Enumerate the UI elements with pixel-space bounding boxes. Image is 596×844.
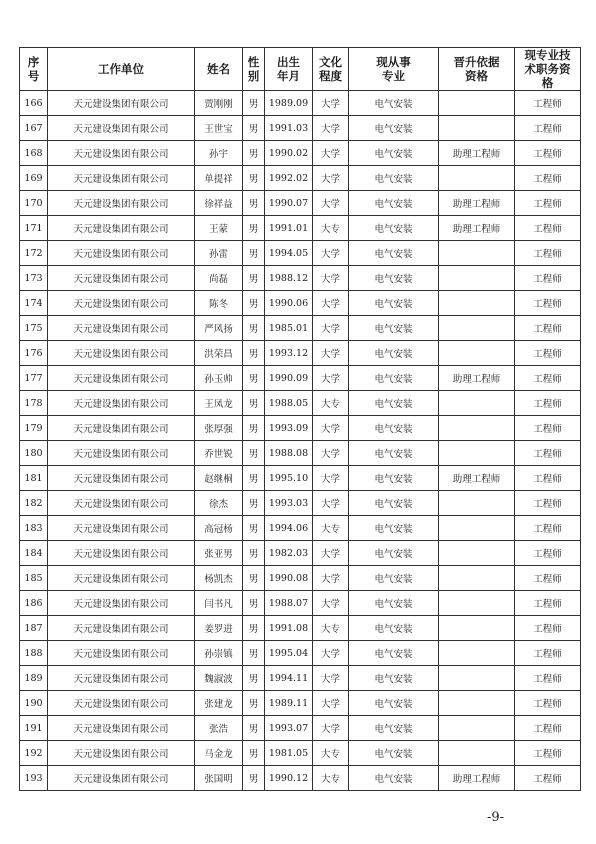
cell-major: 电气安装 <box>349 616 439 641</box>
cell-edu: 大学 <box>313 291 349 316</box>
cell-gender: 男 <box>243 416 265 441</box>
cell-promo <box>439 516 515 541</box>
cell-promo: 助理工程师 <box>439 141 515 166</box>
cell-major: 电气安装 <box>349 666 439 691</box>
cell-seq: 184 <box>20 541 48 566</box>
cell-birth: 1993.09 <box>265 416 313 441</box>
cell-gender: 男 <box>243 616 265 641</box>
header-promo: 晋升依据资格 <box>439 48 515 91</box>
cell-unit: 天元建设集团有限公司 <box>48 766 195 791</box>
cell-title: 工程师 <box>515 141 581 166</box>
header-birth: 出生年月 <box>265 48 313 91</box>
cell-title: 工程师 <box>515 116 581 141</box>
cell-birth: 1990.08 <box>265 566 313 591</box>
cell-unit: 天元建设集团有限公司 <box>48 316 195 341</box>
cell-edu: 大学 <box>313 416 349 441</box>
cell-major: 电气安装 <box>349 641 439 666</box>
table-row <box>20 91 581 116</box>
table-row <box>20 141 581 166</box>
cell-seq: 189 <box>20 666 48 691</box>
table-row <box>20 541 581 566</box>
table-row <box>20 491 581 516</box>
cell-title: 工程师 <box>515 266 581 291</box>
header-gender: 性别 <box>243 48 265 91</box>
cell-edu: 大学 <box>313 566 349 591</box>
cell-promo <box>439 166 515 191</box>
cell-title: 工程师 <box>515 216 581 241</box>
cell-name: 严风扬 <box>195 316 243 341</box>
cell-birth: 1988.05 <box>265 391 313 416</box>
cell-gender: 男 <box>243 141 265 166</box>
cell-name: 张厚强 <box>195 416 243 441</box>
cell-title: 工程师 <box>515 741 581 766</box>
cell-name: 陈冬 <box>195 291 243 316</box>
cell-gender: 男 <box>243 466 265 491</box>
cell-unit: 天元建设集团有限公司 <box>48 591 195 616</box>
cell-edu: 大学 <box>313 666 349 691</box>
table-row <box>20 116 581 141</box>
table-row <box>20 391 581 416</box>
table-row <box>20 766 581 791</box>
cell-seq: 185 <box>20 566 48 591</box>
cell-major: 电气安装 <box>349 216 439 241</box>
cell-title: 工程师 <box>515 541 581 566</box>
header-seq: 序号 <box>20 48 48 91</box>
cell-major: 电气安装 <box>349 241 439 266</box>
cell-name: 杨凯杰 <box>195 566 243 591</box>
cell-gender: 男 <box>243 691 265 716</box>
cell-gender: 男 <box>243 341 265 366</box>
cell-major: 电气安装 <box>349 691 439 716</box>
table-row <box>20 166 581 191</box>
cell-major: 电气安装 <box>349 141 439 166</box>
cell-seq: 183 <box>20 516 48 541</box>
cell-name: 张国明 <box>195 766 243 791</box>
cell-gender: 男 <box>243 591 265 616</box>
cell-edu: 大专 <box>313 516 349 541</box>
header-name: 姓名 <box>195 48 243 91</box>
cell-edu: 大专 <box>313 616 349 641</box>
header-row <box>20 48 581 91</box>
cell-edu: 大学 <box>313 366 349 391</box>
cell-major: 电气安装 <box>349 566 439 591</box>
cell-major: 电气安装 <box>349 591 439 616</box>
cell-birth: 1991.03 <box>265 116 313 141</box>
cell-edu: 大学 <box>313 166 349 191</box>
cell-name: 乔世锐 <box>195 441 243 466</box>
cell-title: 工程师 <box>515 516 581 541</box>
cell-major: 电气安装 <box>349 341 439 366</box>
cell-name: 张建龙 <box>195 691 243 716</box>
cell-seq: 179 <box>20 416 48 441</box>
cell-edu: 大学 <box>313 91 349 116</box>
cell-major: 电气安装 <box>349 541 439 566</box>
cell-gender: 男 <box>243 166 265 191</box>
cell-seq: 191 <box>20 716 48 741</box>
cell-promo: 助理工程师 <box>439 366 515 391</box>
cell-promo <box>439 491 515 516</box>
cell-name: 徐杰 <box>195 491 243 516</box>
cell-unit: 天元建设集团有限公司 <box>48 441 195 466</box>
cell-seq: 180 <box>20 441 48 466</box>
roster-sheet <box>19 47 580 791</box>
cell-edu: 大学 <box>313 191 349 216</box>
cell-seq: 188 <box>20 641 48 666</box>
cell-birth: 1990.02 <box>265 141 313 166</box>
cell-unit: 天元建设集团有限公司 <box>48 141 195 166</box>
table-row <box>20 266 581 291</box>
cell-seq: 168 <box>20 141 48 166</box>
table-row <box>20 291 581 316</box>
cell-promo <box>439 616 515 641</box>
cell-gender: 男 <box>243 366 265 391</box>
cell-birth: 1991.01 <box>265 216 313 241</box>
header-unit: 工作单位 <box>48 48 195 91</box>
cell-edu: 大学 <box>313 541 349 566</box>
cell-title: 工程师 <box>515 441 581 466</box>
cell-promo <box>439 691 515 716</box>
cell-seq: 175 <box>20 316 48 341</box>
cell-promo <box>439 416 515 441</box>
cell-name: 孙宇 <box>195 141 243 166</box>
cell-edu: 大学 <box>313 491 349 516</box>
cell-edu: 大专 <box>313 766 349 791</box>
cell-edu: 大学 <box>313 591 349 616</box>
cell-edu: 大学 <box>313 141 349 166</box>
cell-birth: 1993.12 <box>265 341 313 366</box>
cell-seq: 167 <box>20 116 48 141</box>
cell-name: 姜罗进 <box>195 616 243 641</box>
cell-name: 王凤龙 <box>195 391 243 416</box>
cell-title: 工程师 <box>515 766 581 791</box>
table-row <box>20 641 581 666</box>
cell-major: 电气安装 <box>349 366 439 391</box>
table-row <box>20 716 581 741</box>
cell-birth: 1994.11 <box>265 666 313 691</box>
cell-gender: 男 <box>243 491 265 516</box>
cell-name: 闫书凡 <box>195 591 243 616</box>
cell-birth: 1988.07 <box>265 591 313 616</box>
cell-title: 工程师 <box>515 466 581 491</box>
cell-unit: 天元建设集团有限公司 <box>48 466 195 491</box>
cell-birth: 1990.06 <box>265 291 313 316</box>
cell-unit: 天元建设集团有限公司 <box>48 666 195 691</box>
table-row <box>20 191 581 216</box>
cell-promo: 助理工程师 <box>439 466 515 491</box>
cell-birth: 1990.12 <box>265 766 313 791</box>
cell-unit: 天元建设集团有限公司 <box>48 116 195 141</box>
cell-unit: 天元建设集团有限公司 <box>48 491 195 516</box>
cell-title: 工程师 <box>515 591 581 616</box>
cell-title: 工程师 <box>515 691 581 716</box>
cell-title: 工程师 <box>515 91 581 116</box>
cell-promo <box>439 391 515 416</box>
cell-gender: 男 <box>243 391 265 416</box>
cell-seq: 166 <box>20 91 48 116</box>
cell-seq: 187 <box>20 616 48 641</box>
table-row <box>20 366 581 391</box>
cell-unit: 天元建设集团有限公司 <box>48 266 195 291</box>
cell-name: 孙雷 <box>195 241 243 266</box>
cell-birth: 1988.08 <box>265 441 313 466</box>
cell-title: 工程师 <box>515 241 581 266</box>
cell-unit: 天元建设集团有限公司 <box>48 366 195 391</box>
table-row <box>20 441 581 466</box>
cell-gender: 男 <box>243 641 265 666</box>
table-row <box>20 516 581 541</box>
cell-gender: 男 <box>243 316 265 341</box>
cell-gender: 男 <box>243 216 265 241</box>
cell-seq: 178 <box>20 391 48 416</box>
cell-major: 电气安装 <box>349 316 439 341</box>
cell-title: 工程师 <box>515 191 581 216</box>
cell-edu: 大学 <box>313 716 349 741</box>
roster-body <box>20 91 581 791</box>
table-row <box>20 741 581 766</box>
cell-major: 电气安装 <box>349 266 439 291</box>
cell-unit: 天元建设集团有限公司 <box>48 241 195 266</box>
cell-unit: 天元建设集团有限公司 <box>48 341 195 366</box>
cell-unit: 天元建设集团有限公司 <box>48 191 195 216</box>
cell-birth: 1982.03 <box>265 541 313 566</box>
cell-unit: 天元建设集团有限公司 <box>48 566 195 591</box>
cell-major: 电气安装 <box>349 741 439 766</box>
cell-major: 电气安装 <box>349 441 439 466</box>
cell-birth: 1995.10 <box>265 466 313 491</box>
cell-name: 孙崇镇 <box>195 641 243 666</box>
cell-birth: 1994.06 <box>265 516 313 541</box>
cell-promo <box>439 441 515 466</box>
cell-gender: 男 <box>243 241 265 266</box>
cell-seq: 186 <box>20 591 48 616</box>
cell-major: 电气安装 <box>349 716 439 741</box>
cell-major: 电气安装 <box>349 516 439 541</box>
cell-promo <box>439 316 515 341</box>
cell-edu: 大学 <box>313 116 349 141</box>
cell-seq: 172 <box>20 241 48 266</box>
cell-unit: 天元建设集团有限公司 <box>48 166 195 191</box>
cell-gender: 男 <box>243 766 265 791</box>
cell-title: 工程师 <box>515 316 581 341</box>
cell-name: 马金龙 <box>195 741 243 766</box>
cell-gender: 男 <box>243 291 265 316</box>
cell-name: 徐祥益 <box>195 191 243 216</box>
cell-gender: 男 <box>243 91 265 116</box>
cell-unit: 天元建设集团有限公司 <box>48 716 195 741</box>
cell-edu: 大专 <box>313 741 349 766</box>
table-row <box>20 241 581 266</box>
table-row <box>20 316 581 341</box>
cell-unit: 天元建设集团有限公司 <box>48 216 195 241</box>
table-row <box>20 616 581 641</box>
cell-unit: 天元建设集团有限公司 <box>48 91 195 116</box>
cell-title: 工程师 <box>515 616 581 641</box>
table-row <box>20 341 581 366</box>
cell-seq: 174 <box>20 291 48 316</box>
cell-gender: 男 <box>243 566 265 591</box>
cell-seq: 181 <box>20 466 48 491</box>
cell-promo <box>439 266 515 291</box>
cell-name: 单提祥 <box>195 166 243 191</box>
cell-name: 张浩 <box>195 716 243 741</box>
cell-title: 工程师 <box>515 166 581 191</box>
cell-promo: 助理工程师 <box>439 216 515 241</box>
cell-promo <box>439 666 515 691</box>
cell-name: 尚磊 <box>195 266 243 291</box>
cell-name: 孙玉帅 <box>195 366 243 391</box>
cell-name: 高冠杨 <box>195 516 243 541</box>
table-row <box>20 416 581 441</box>
cell-title: 工程师 <box>515 416 581 441</box>
cell-title: 工程师 <box>515 366 581 391</box>
header-edu: 文化程度 <box>313 48 349 91</box>
cell-title: 工程师 <box>515 391 581 416</box>
cell-unit: 天元建设集团有限公司 <box>48 741 195 766</box>
cell-seq: 176 <box>20 341 48 366</box>
cell-birth: 1989.11 <box>265 691 313 716</box>
cell-seq: 170 <box>20 191 48 216</box>
cell-name: 魏淑波 <box>195 666 243 691</box>
cell-edu: 大专 <box>313 391 349 416</box>
cell-birth: 1988.12 <box>265 266 313 291</box>
cell-edu: 大学 <box>313 441 349 466</box>
cell-name: 洪荣昌 <box>195 341 243 366</box>
cell-gender: 男 <box>243 741 265 766</box>
cell-name: 王蒙 <box>195 216 243 241</box>
cell-major: 电气安装 <box>349 491 439 516</box>
cell-birth: 1995.04 <box>265 641 313 666</box>
cell-birth: 1989.09 <box>265 91 313 116</box>
header-major: 现从事专业 <box>349 48 439 91</box>
cell-title: 工程师 <box>515 566 581 591</box>
cell-birth: 1991.08 <box>265 616 313 641</box>
cell-unit: 天元建设集团有限公司 <box>48 541 195 566</box>
cell-major: 电气安装 <box>349 766 439 791</box>
cell-title: 工程师 <box>515 716 581 741</box>
cell-title: 工程师 <box>515 291 581 316</box>
cell-promo: 助理工程师 <box>439 191 515 216</box>
cell-edu: 大学 <box>313 641 349 666</box>
cell-major: 电气安装 <box>349 291 439 316</box>
cell-name: 王世宝 <box>195 116 243 141</box>
cell-gender: 男 <box>243 191 265 216</box>
cell-promo <box>439 541 515 566</box>
cell-title: 工程师 <box>515 641 581 666</box>
cell-birth: 1993.03 <box>265 491 313 516</box>
cell-birth: 1993.07 <box>265 716 313 741</box>
cell-promo <box>439 591 515 616</box>
cell-seq: 182 <box>20 491 48 516</box>
cell-unit: 天元建设集团有限公司 <box>48 291 195 316</box>
cell-gender: 男 <box>243 441 265 466</box>
cell-gender: 男 <box>243 266 265 291</box>
cell-promo: 助理工程师 <box>439 766 515 791</box>
cell-edu: 大学 <box>313 241 349 266</box>
cell-name: 赵继桐 <box>195 466 243 491</box>
cell-unit: 天元建设集团有限公司 <box>48 391 195 416</box>
cell-major: 电气安装 <box>349 466 439 491</box>
cell-promo <box>439 566 515 591</box>
roster-table <box>19 47 581 791</box>
cell-edu: 大学 <box>313 691 349 716</box>
table-row <box>20 591 581 616</box>
cell-title: 工程师 <box>515 666 581 691</box>
cell-edu: 大学 <box>313 466 349 491</box>
cell-birth: 1981.05 <box>265 741 313 766</box>
cell-gender: 男 <box>243 716 265 741</box>
table-row <box>20 466 581 491</box>
cell-seq: 173 <box>20 266 48 291</box>
cell-unit: 天元建设集团有限公司 <box>48 416 195 441</box>
cell-birth: 1990.07 <box>265 191 313 216</box>
cell-promo <box>439 291 515 316</box>
cell-edu: 大专 <box>313 216 349 241</box>
cell-seq: 192 <box>20 741 48 766</box>
cell-unit: 天元建设集团有限公司 <box>48 691 195 716</box>
table-row <box>20 216 581 241</box>
cell-gender: 男 <box>243 541 265 566</box>
cell-edu: 大学 <box>313 266 349 291</box>
header-title: 现专业技术职务资格 <box>515 48 581 91</box>
cell-unit: 天元建设集团有限公司 <box>48 641 195 666</box>
cell-promo <box>439 641 515 666</box>
cell-promo <box>439 116 515 141</box>
cell-gender: 男 <box>243 116 265 141</box>
cell-major: 电气安装 <box>349 391 439 416</box>
cell-gender: 男 <box>243 516 265 541</box>
cell-promo <box>439 91 515 116</box>
cell-birth: 1985.01 <box>265 316 313 341</box>
cell-unit: 天元建设集团有限公司 <box>48 616 195 641</box>
cell-birth: 1994.05 <box>265 241 313 266</box>
cell-seq: 169 <box>20 166 48 191</box>
cell-major: 电气安装 <box>349 91 439 116</box>
cell-promo <box>439 741 515 766</box>
cell-major: 电气安装 <box>349 166 439 191</box>
cell-birth: 1990.09 <box>265 366 313 391</box>
cell-name: 贾刚刚 <box>195 91 243 116</box>
cell-edu: 大学 <box>313 341 349 366</box>
cell-title: 工程师 <box>515 491 581 516</box>
cell-promo <box>439 241 515 266</box>
cell-seq: 190 <box>20 691 48 716</box>
table-row <box>20 566 581 591</box>
cell-edu: 大学 <box>313 316 349 341</box>
page-number: -9- <box>487 810 505 825</box>
cell-unit: 天元建设集团有限公司 <box>48 516 195 541</box>
cell-promo <box>439 341 515 366</box>
cell-birth: 1992.02 <box>265 166 313 191</box>
cell-seq: 171 <box>20 216 48 241</box>
cell-title: 工程师 <box>515 341 581 366</box>
cell-name: 张亚男 <box>195 541 243 566</box>
cell-promo <box>439 716 515 741</box>
cell-seq: 177 <box>20 366 48 391</box>
table-row <box>20 666 581 691</box>
cell-seq: 193 <box>20 766 48 791</box>
table-row <box>20 691 581 716</box>
cell-gender: 男 <box>243 666 265 691</box>
cell-major: 电气安装 <box>349 191 439 216</box>
cell-major: 电气安装 <box>349 416 439 441</box>
cell-major: 电气安装 <box>349 116 439 141</box>
